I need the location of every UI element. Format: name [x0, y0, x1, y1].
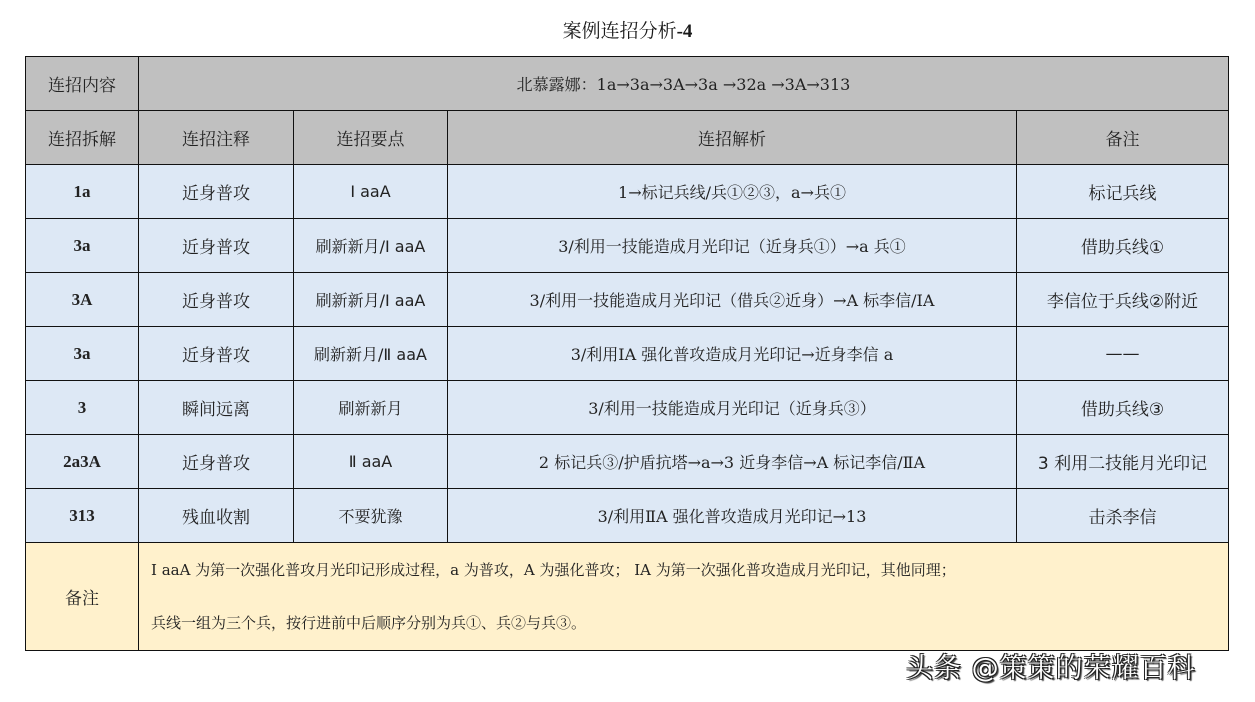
cell-remark: 借助兵线① — [1017, 219, 1229, 273]
footnote-label: 备注 — [26, 543, 139, 651]
cell-step: 2a3A — [26, 435, 139, 489]
cell-key: 刷新新月/Ⅰ aaA — [294, 219, 448, 273]
cell-remark: 击杀李信 — [1017, 489, 1229, 543]
cell-note: 近身普攻 — [139, 327, 294, 381]
cell-analysis: 3/利用一技能造成月光印记（近身兵①）→a 兵① — [448, 219, 1017, 273]
cell-remark: 标记兵线 — [1017, 165, 1229, 219]
column-header-analysis: 连招解析 — [448, 111, 1017, 165]
combo-content-label: 连招内容 — [26, 57, 139, 111]
footnote-line: Ⅰ aaA 为第一次强化普攻月光印记形成过程，a 为普攻，A 为强化普攻； ⅠA 为第一次强化普攻造成月光印记，其他同理； — [151, 561, 956, 579]
cell-analysis: 3/利用一技能造成月光印记（借兵②近身）→A 标李信/ⅠA — [448, 273, 1017, 327]
column-header-annotation: 连招注释 — [139, 111, 294, 165]
cell-note: 近身普攻 — [139, 219, 294, 273]
footnote-body — [139, 543, 1229, 651]
table-row — [26, 381, 1229, 435]
cell-key: Ⅰ aaA — [294, 165, 448, 219]
cell-note: 近身普攻 — [139, 273, 294, 327]
cell-analysis: 3/利用一技能造成月光印记（近身兵③） — [448, 381, 1017, 435]
cell-note: 近身普攻 — [139, 435, 294, 489]
cell-analysis: 1→标记兵线/兵①②③，a→兵① — [448, 165, 1017, 219]
cell-step: 3a — [26, 219, 139, 273]
cell-key: 刷新新月/Ⅰ aaA — [294, 273, 448, 327]
table-row — [26, 327, 1229, 381]
cell-step: 3A — [26, 273, 139, 327]
cell-key: Ⅱ aaA — [294, 435, 448, 489]
combo-content-value: 北慕露娜：1a→3a→3A→3a →32a →3A→313 — [139, 57, 1229, 111]
page-title-text: 案例连招分析 — [562, 20, 677, 42]
table-row — [26, 273, 1229, 327]
cell-step: 313 — [26, 489, 139, 543]
cell-remark: 李信位于兵线②附近 — [1017, 273, 1229, 327]
table-row — [26, 165, 1229, 219]
cell-note: 近身普攻 — [139, 165, 294, 219]
cell-key: 刷新新月 — [294, 381, 448, 435]
page-title-number: -4 — [676, 21, 693, 42]
footnote-line: 兵线一组为三个兵，按行进前中后顺序分别为兵①、兵②与兵③。 — [151, 614, 587, 632]
column-header-breakdown: 连招拆解 — [26, 111, 139, 165]
page-title — [0, 16, 1255, 43]
cell-step: 1a — [26, 165, 139, 219]
table-row — [26, 489, 1229, 543]
table-row — [26, 219, 1229, 273]
cell-note: 瞬间远离 — [139, 381, 294, 435]
combo-analysis-table — [25, 56, 1229, 651]
footnote-row — [26, 543, 1229, 651]
table-row — [26, 435, 1229, 489]
combo-content-row — [26, 57, 1229, 111]
cell-analysis: 2 标记兵③/护盾抗塔→a→3 近身李信→A 标记李信/ⅡA — [448, 435, 1017, 489]
cell-note: 残血收割 — [139, 489, 294, 543]
cell-remark: 借助兵线③ — [1017, 381, 1229, 435]
watermark: 头条 @策策的荣耀百科 — [906, 653, 1196, 684]
column-header-key-points: 连招要点 — [294, 111, 448, 165]
cell-key: 刷新新月/Ⅱ aaA — [294, 327, 448, 381]
cell-remark: —— — [1017, 327, 1229, 381]
cell-analysis: 3/利用ⅡA 强化普攻造成月光印记→13 — [448, 489, 1017, 543]
column-header-row — [26, 111, 1229, 165]
column-header-remark: 备注 — [1017, 111, 1229, 165]
cell-analysis: 3/利用ⅠA 强化普攻造成月光印记→近身李信 a — [448, 327, 1017, 381]
cell-key: 不要犹豫 — [294, 489, 448, 543]
cell-step: 3 — [26, 381, 139, 435]
cell-remark: 3 利用二技能月光印记 — [1017, 435, 1229, 489]
cell-step: 3a — [26, 327, 139, 381]
